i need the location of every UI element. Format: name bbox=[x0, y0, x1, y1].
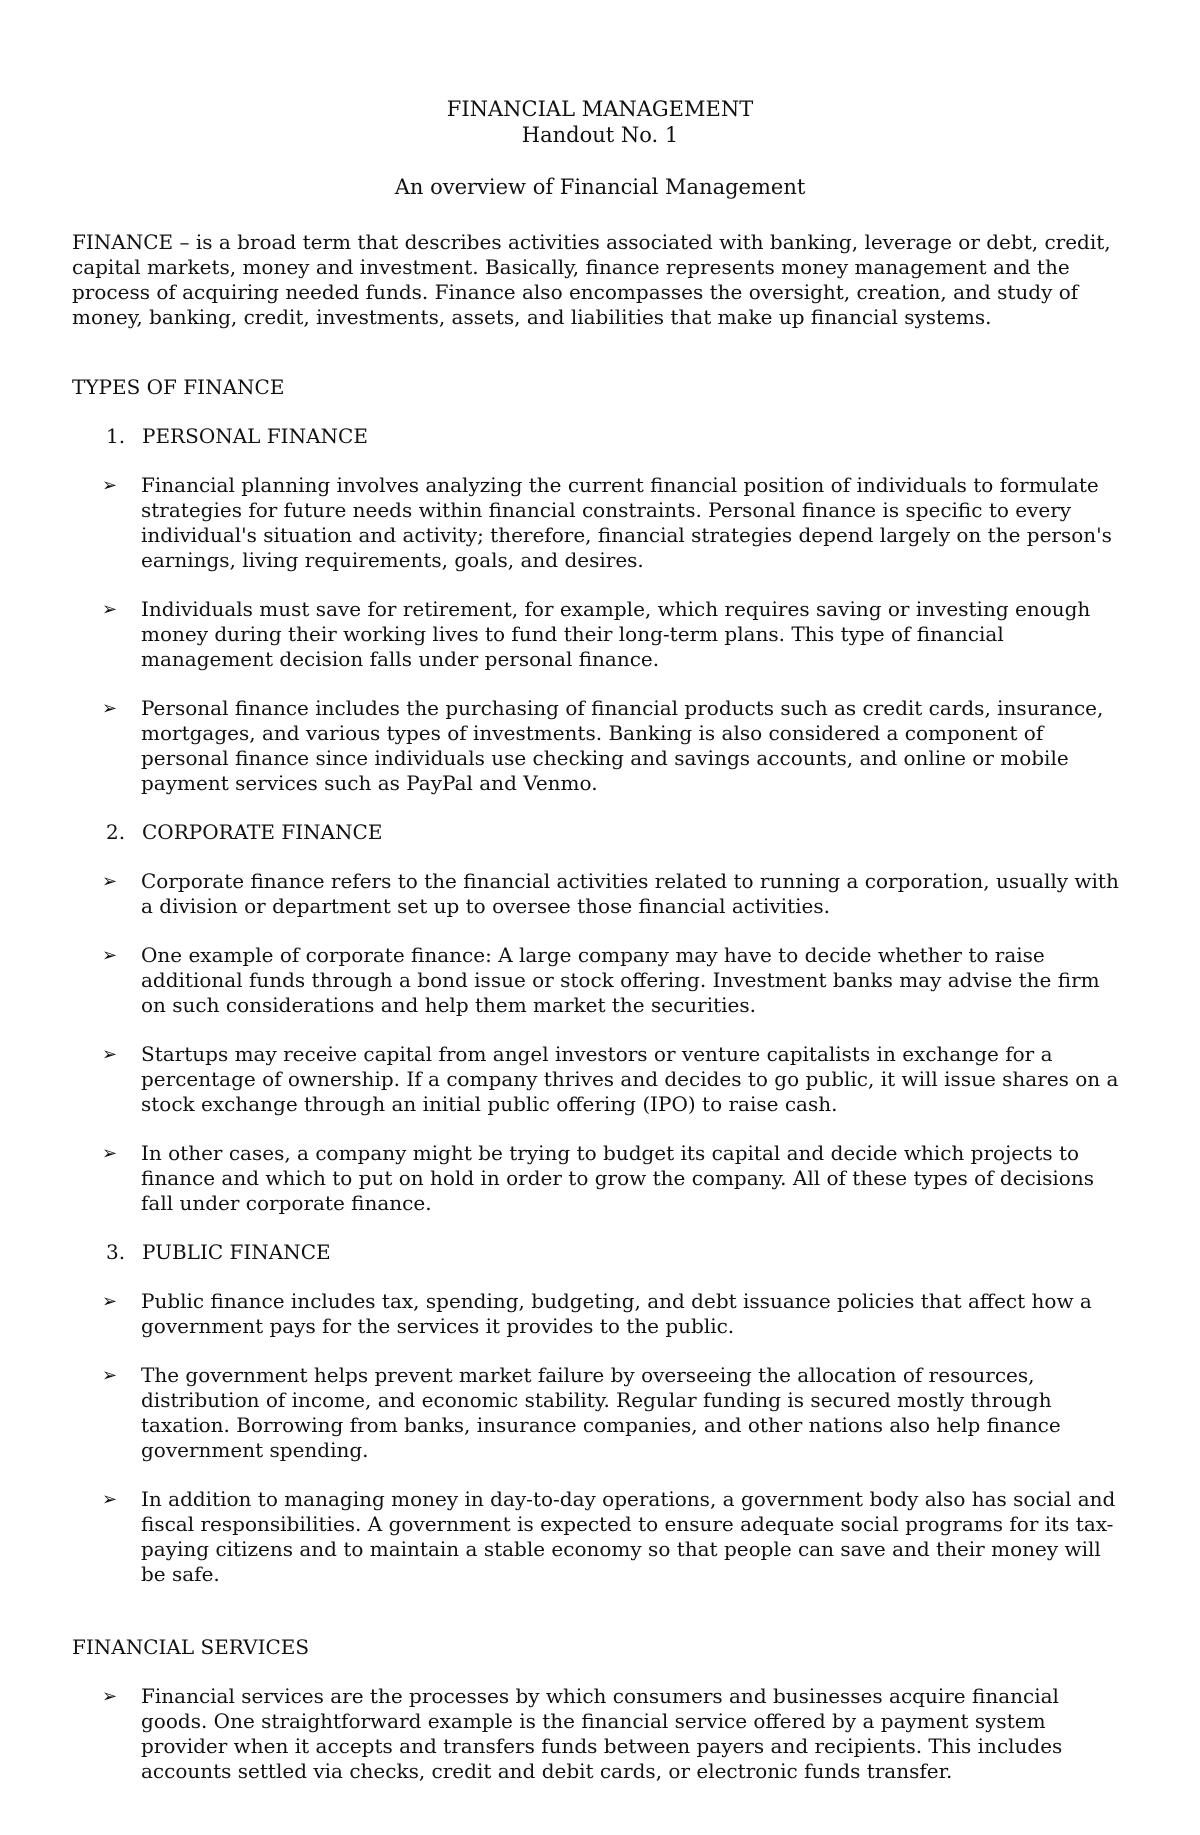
list-item bbox=[72, 943, 1128, 1018]
arrow-bullet-icon: ➢ bbox=[102, 1489, 118, 1510]
list-item bbox=[72, 473, 1128, 573]
document-heading: An overview of Financial Management bbox=[394, 175, 806, 199]
type-heading-personal bbox=[72, 424, 1128, 449]
type-number: 3. bbox=[106, 1240, 126, 1264]
arrow-bullet-icon: ➢ bbox=[102, 698, 118, 719]
type-title: PERSONAL FINANCE bbox=[142, 424, 368, 448]
list-item bbox=[72, 597, 1128, 672]
list-item bbox=[72, 1684, 1128, 1784]
type-title: PUBLIC FINANCE bbox=[142, 1240, 331, 1264]
bullet-text: Personal finance includes the purchasing of financial products such as credit cards, insurance, mortgages, and various types of investments. Banking is also considered a component of personal finance since individuals use checking and savings accounts, and online or mobile payment services such as PayPal and Venmo. bbox=[141, 696, 1104, 795]
arrow-bullet-icon: ➢ bbox=[102, 871, 118, 892]
bullet-text: One example of corporate finance: A large company may have to decide whether to raise additional funds through a bond issue or stock offering. Investment banks may advise the firm on such considerations and help them market the securities. bbox=[141, 943, 1100, 1017]
intro-term: FINANCE bbox=[72, 230, 174, 254]
intro-text: – is a broad term that describes activities associated with banking, leverage or debt, credit, capital markets, money and investment. Basically, finance represents money management and the process of acquiring needed funds. Finance also encompasses the oversight, creation, and study of money, banking, credit, investments, assets, and liabilities that make up financial systems. bbox=[72, 230, 1111, 329]
bullet-text: Financial planning involves analyzing the current financial position of individuals to formulate strategies for future needs within financial constraints. Personal finance is specific to every individual's situation and activity; therefore, financial strategies depend largely on the person's earnings, living requirements, goals, and desires. bbox=[141, 473, 1112, 572]
arrow-bullet-icon: ➢ bbox=[102, 599, 118, 620]
arrow-bullet-icon: ➢ bbox=[102, 1143, 118, 1164]
arrow-bullet-icon: ➢ bbox=[102, 945, 118, 966]
list-item bbox=[72, 1141, 1128, 1216]
list-item bbox=[72, 1363, 1128, 1463]
bullet-text: The government helps prevent market failure by overseeing the allocation of resources, distribution of income, and economic stability. Regular funding is secured mostly through taxation. Borrowing from banks, insurance companies, and other nations also help finance government spending. bbox=[141, 1363, 1061, 1462]
type-heading-public bbox=[72, 1240, 1128, 1265]
arrow-bullet-icon: ➢ bbox=[102, 1044, 118, 1065]
title-block bbox=[72, 96, 1128, 200]
bullet-text: In other cases, a company might be trying to budget its capital and decide which projects to finance and which to put on hold in order to grow the company. All of these types of decisions fall under corporate finance. bbox=[141, 1141, 1094, 1215]
arrow-bullet-icon: ➢ bbox=[102, 1291, 118, 1312]
list-item bbox=[72, 696, 1128, 796]
list-item bbox=[72, 1289, 1128, 1339]
type-number: 1. bbox=[106, 424, 126, 448]
bullet-text: Startups may receive capital from angel investors or venture capitalists in exchange for a percentage of ownership. If a company thrives and decides to go public, it will issue shares on a stock exchange through an initial public offering (IPO) to raise cash. bbox=[141, 1042, 1119, 1116]
document-subtitle: Handout No. 1 bbox=[521, 123, 679, 147]
arrow-bullet-icon: ➢ bbox=[102, 1365, 118, 1386]
list-item bbox=[72, 869, 1128, 919]
document-title: FINANCIAL MANAGEMENT bbox=[446, 97, 754, 121]
bullet-text: Corporate finance refers to the financial activities related to running a corporation, usually with a division or department set up to oversee those financial activities. bbox=[141, 869, 1119, 918]
arrow-bullet-icon: ➢ bbox=[102, 1686, 118, 1707]
arrow-bullet-icon: ➢ bbox=[102, 475, 118, 496]
type-number: 2. bbox=[106, 820, 126, 844]
bullet-text: Financial services are the processes by which consumers and businesses acquire financial goods. One straightforward example is the financial service offered by a payment system provider when it accepts and transfers funds between payers and recipients. This includes accounts settled via checks, credit and debit cards, or electronic funds transfer. bbox=[141, 1684, 1063, 1783]
list-item bbox=[72, 1487, 1128, 1587]
types-heading: TYPES OF FINANCE bbox=[72, 375, 285, 399]
list-item bbox=[72, 1042, 1128, 1117]
intro-paragraph bbox=[72, 230, 1128, 330]
bullet-text: Public finance includes tax, spending, budgeting, and debt issuance policies that affect how a government pays for the services it provides to the public. bbox=[141, 1289, 1092, 1338]
services-heading: FINANCIAL SERVICES bbox=[72, 1635, 310, 1659]
type-title: CORPORATE FINANCE bbox=[142, 820, 383, 844]
bullet-text: In addition to managing money in day-to-day operations, a government body also has social and fiscal responsibilities. A government is expected to ensure adequate social programs for its tax-paying citizens and to maintain a stable economy so that people can save and their money will be safe. bbox=[141, 1487, 1116, 1586]
type-heading-corporate bbox=[72, 820, 1128, 845]
bullet-text: Individuals must save for retirement, for example, which requires saving or investing enough money during their working lives to fund their long-term plans. This type of financial management decision falls under personal finance. bbox=[141, 597, 1091, 671]
